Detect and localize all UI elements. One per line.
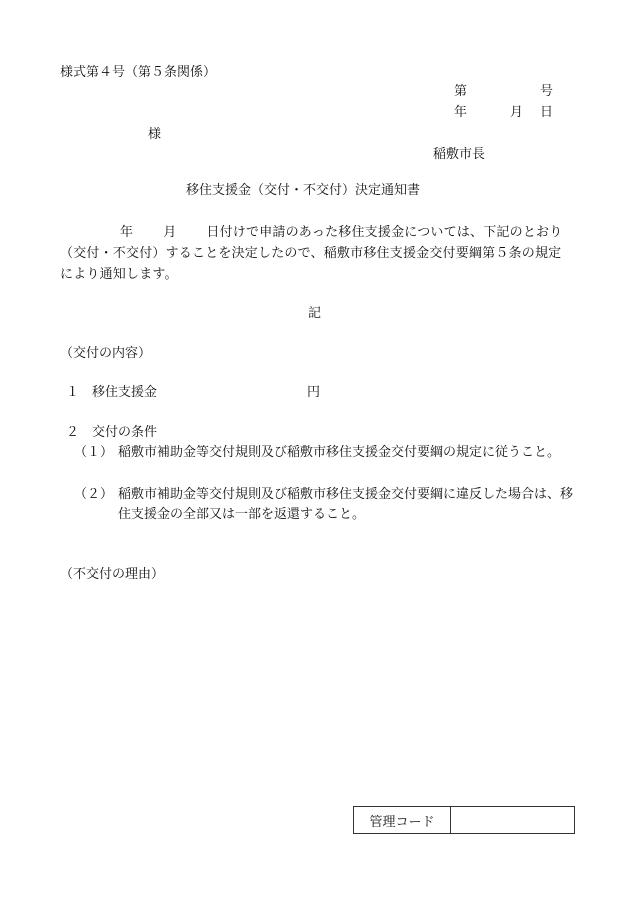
doc-number-prefix: 第 <box>454 84 468 99</box>
item1-unit: 円 <box>307 385 321 400</box>
item1-label: 移住支援金 <box>92 385 158 400</box>
body-month: 月 <box>163 225 177 240</box>
grant-heading: （交付の内容） <box>60 346 152 361</box>
date-year: 年 <box>454 105 468 120</box>
doc-number-suffix: 号 <box>540 84 554 99</box>
addressee-honorific: 様 <box>148 127 162 142</box>
date-month: 月 <box>510 105 524 120</box>
item2-label: 交付の条件 <box>92 425 158 440</box>
body-text: 日付けで申請のあった移住支援金については、下記のとおり（交付・不交付）することを決定したので、稲敷市移住支援金交付要綱第５条の規定により通知します。 <box>60 225 563 282</box>
management-code-box <box>353 806 575 834</box>
ki-heading: 記 <box>308 306 322 321</box>
body-year: 年 <box>120 225 134 240</box>
item2-number: ２ <box>66 425 80 440</box>
non-grant-heading: （不交付の理由） <box>60 567 165 582</box>
body-paragraph <box>60 222 570 285</box>
condition-1-number: （１） <box>74 445 114 460</box>
condition-2-number: （２） <box>74 487 114 502</box>
condition-2-text: 稲敷市補助金等交付規則及び稲敷市移住支援金交付要綱に違反した場合は、移住支援金の全部又は一部を返還すること。 <box>118 487 574 522</box>
management-code-label: 管理コード <box>354 807 451 833</box>
form-number: 様式第４号（第５条関係） <box>60 65 217 80</box>
issuer: 稲敷市長 <box>433 147 486 162</box>
date-day: 日 <box>540 105 554 120</box>
condition-1-text: 稲敷市補助金等交付規則及び稲敷市移住支援金交付要綱の規定に従うこと。 <box>118 445 561 460</box>
management-code-value[interactable] <box>451 807 574 833</box>
item1-number: １ <box>66 385 80 400</box>
document-title: 移住支援金（交付・不交付）決定通知書 <box>186 183 421 198</box>
